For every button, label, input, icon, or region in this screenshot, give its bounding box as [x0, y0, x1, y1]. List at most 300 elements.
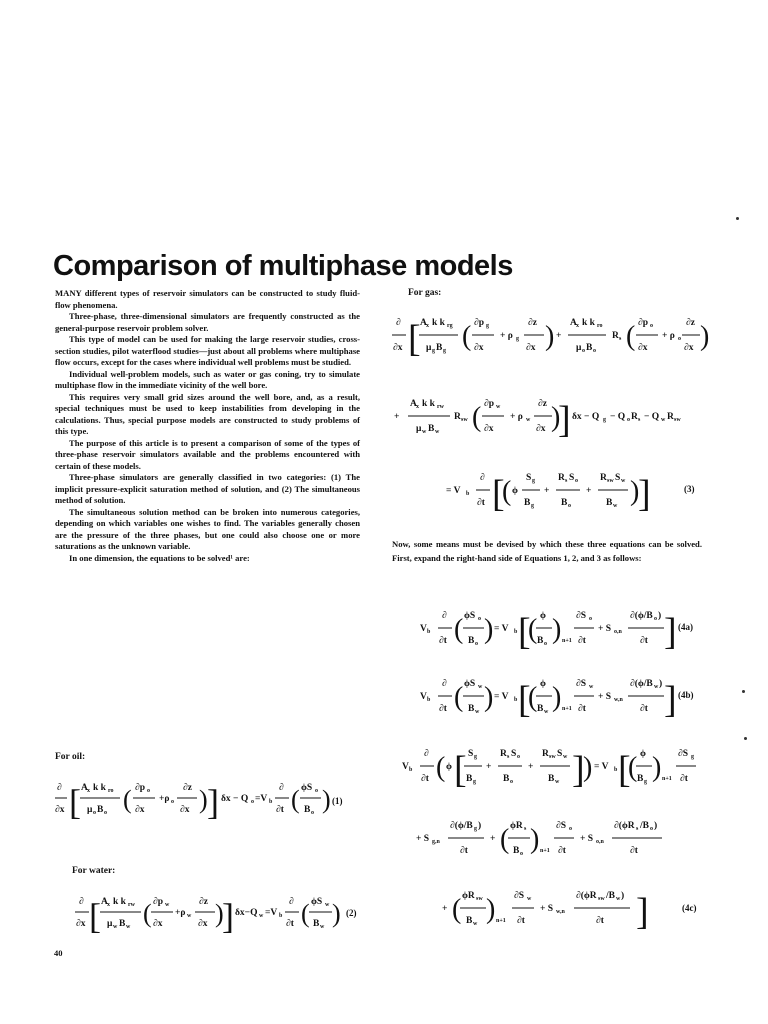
svg-text:∂p: ∂p [638, 318, 648, 328]
svg-text:k k: k k [432, 318, 445, 328]
svg-text:+ S: + S [416, 834, 430, 844]
svg-text:o: o [654, 616, 657, 622]
svg-text:b: b [427, 629, 431, 635]
svg-text:): ) [551, 402, 561, 433]
svg-text:ϕ: ϕ [640, 749, 646, 759]
svg-text:o,n: o,n [614, 629, 622, 635]
svg-text:/B: /B [640, 821, 649, 831]
svg-text:ϕ: ϕ [512, 486, 518, 496]
svg-text:s: s [524, 826, 527, 832]
svg-text:μ: μ [576, 343, 582, 353]
svg-text:∂: ∂ [279, 783, 284, 793]
svg-text:∂t: ∂t [578, 704, 586, 714]
svg-text:R: R [542, 749, 549, 759]
svg-text:o: o [582, 348, 585, 354]
svg-text:∂t: ∂t [421, 774, 429, 784]
equation-4c-line-2 [414, 810, 714, 864]
svg-text:(: ( [454, 614, 464, 645]
svg-text:∂t: ∂t [517, 916, 525, 926]
svg-text:∂t: ∂t [439, 704, 447, 714]
svg-text:∂p: ∂p [484, 399, 494, 409]
svg-text:= V: = V [494, 624, 509, 634]
svg-text:B: B [468, 704, 475, 714]
svg-text:ϕ: ϕ [540, 679, 546, 689]
svg-text:A: A [81, 783, 88, 793]
svg-text:B: B [313, 919, 320, 929]
svg-text:R: R [612, 331, 619, 341]
svg-text:o: o [311, 810, 314, 816]
svg-text:[: [ [492, 473, 505, 515]
svg-text:∂x: ∂x [474, 343, 484, 353]
svg-text:+ρ: +ρ [175, 908, 186, 918]
svg-text:b: b [466, 491, 470, 497]
svg-text:ϕR: ϕR [462, 891, 475, 901]
svg-text:V: V [402, 762, 409, 772]
svg-text:B: B [468, 636, 475, 646]
svg-text:s: s [636, 826, 639, 832]
svg-text:w: w [422, 429, 427, 435]
svg-text:∂: ∂ [289, 897, 294, 907]
svg-text:): ) [332, 899, 341, 928]
svg-text:x: x [416, 404, 419, 410]
svg-text:): ) [322, 785, 331, 814]
svg-text:ϕ: ϕ [540, 611, 546, 621]
svg-text:w: w [527, 896, 532, 902]
svg-text:w: w [589, 684, 594, 690]
svg-text:o: o [568, 503, 571, 509]
svg-text:S: S [511, 749, 517, 759]
svg-text:∂p: ∂p [135, 783, 145, 793]
svg-text:∂x: ∂x [55, 805, 65, 815]
svg-text:∂S: ∂S [576, 611, 586, 621]
svg-text:∂: ∂ [396, 318, 401, 328]
svg-text:rw: rw [128, 902, 135, 908]
paragraph: Three-phase, three-dimensional simulators are frequently constructed as the general-purpose reservoir problem solver. [55, 311, 360, 333]
svg-text:): ) [552, 682, 562, 713]
svg-text:w: w [496, 404, 501, 410]
svg-text:(: ( [502, 476, 512, 507]
svg-text:w: w [475, 709, 480, 715]
svg-text:+ ρ: + ρ [500, 331, 513, 341]
svg-text:∂t: ∂t [276, 805, 284, 815]
svg-text:+ S: + S [598, 624, 612, 634]
svg-text:k k: k k [113, 897, 126, 907]
svg-text:A: A [410, 399, 417, 409]
svg-text:ϕS: ϕS [464, 679, 476, 689]
svg-text:o: o [104, 810, 107, 816]
svg-text:): ) [484, 614, 494, 645]
svg-text:∂S: ∂S [678, 749, 688, 759]
svg-text:sw: sw [607, 478, 614, 484]
svg-text:∂: ∂ [79, 897, 84, 907]
svg-text:]: ] [664, 679, 677, 721]
svg-text:ϕ: ϕ [446, 762, 452, 772]
svg-text:o: o [593, 348, 596, 354]
svg-text:∂: ∂ [57, 783, 62, 793]
svg-text:]: ] [222, 896, 234, 936]
svg-text:w: w [165, 902, 170, 908]
equation-3-line-3 [442, 462, 672, 516]
svg-text:ϕR: ϕR [510, 821, 523, 831]
equation-2 [55, 884, 365, 940]
svg-text:o: o [589, 616, 592, 622]
svg-text:B: B [466, 774, 473, 784]
svg-text:ϕS: ϕS [464, 611, 476, 621]
svg-text:sw: sw [674, 417, 681, 423]
svg-text:rw: rw [437, 404, 444, 410]
svg-text:(: ( [628, 752, 638, 783]
svg-text:b: b [279, 913, 283, 919]
svg-text:∂x: ∂x [76, 919, 86, 929]
svg-text:μ: μ [107, 919, 113, 929]
svg-text:g: g [473, 779, 476, 785]
svg-text:(: ( [500, 824, 510, 855]
svg-text:∂t: ∂t [477, 498, 485, 508]
svg-text:R: R [454, 412, 461, 422]
for-water-label: For water: [72, 866, 116, 876]
svg-text:(: ( [528, 682, 538, 713]
svg-text:k k: k k [93, 783, 106, 793]
paragraph: This requires very small grid sizes around the well bore, and, as a result, special techniques must be used to keep instabilities from developing in the calculations. Thus, special purpose models are constructed to study problems of this type. [55, 391, 360, 436]
svg-text:B: B [548, 774, 555, 784]
svg-text:b: b [614, 767, 618, 773]
svg-text:B: B [466, 916, 473, 926]
svg-text:∂x: ∂x [684, 343, 694, 353]
svg-text:): ) [199, 785, 208, 814]
svg-text:∂S: ∂S [556, 821, 566, 831]
svg-text:w,n: w,n [556, 909, 565, 915]
svg-text:b: b [269, 799, 273, 805]
svg-text:+ S: + S [580, 834, 594, 844]
svg-text:ϕS: ϕS [311, 897, 323, 907]
svg-text:o: o [510, 779, 513, 785]
svg-text:w: w [555, 779, 560, 785]
svg-text:∂t: ∂t [680, 774, 688, 784]
svg-text:∂x: ∂x [638, 343, 648, 353]
article-title: Comparison of multiphase models [53, 250, 513, 282]
svg-text:∂S: ∂S [514, 891, 524, 901]
svg-text:]: ] [558, 399, 571, 441]
paragraph: This type of model can be used for making the large reservoir studies, cross-section studies, pilot waterflood studies—just about all problems where multiphase flow occurs, except for the cases where individual well problems must be studied. [55, 334, 360, 367]
svg-text:ϕS: ϕS [301, 783, 313, 793]
equation-1 [55, 770, 365, 826]
svg-text:+: + [490, 834, 496, 844]
svg-text:g: g [474, 754, 477, 760]
svg-text:∂t: ∂t [640, 636, 648, 646]
svg-text:): ) [545, 321, 555, 352]
paragraph: MANY different types of reservoir simulators can be constructed to study fluid-flow phenomena. [55, 288, 360, 310]
svg-text:B: B [537, 636, 544, 646]
svg-text:∂t: ∂t [286, 919, 294, 929]
svg-text:): ) [700, 321, 710, 352]
svg-text:∂: ∂ [442, 679, 447, 689]
svg-text:R: R [631, 412, 638, 422]
svg-text:s: s [565, 478, 568, 484]
svg-text:+: + [544, 486, 550, 496]
svg-text:n+1: n+1 [540, 848, 550, 854]
svg-text:V: V [420, 692, 427, 702]
svg-text:[: [ [69, 782, 81, 822]
svg-text:w: w [661, 417, 666, 423]
svg-text:sw: sw [549, 754, 556, 760]
left-column-text [55, 288, 360, 564]
svg-text:∂x: ∂x [135, 805, 145, 815]
svg-text:∂(ϕ/B: ∂(ϕ/B [450, 821, 473, 831]
svg-text:∂z: ∂z [686, 318, 695, 328]
svg-text:∂x: ∂x [484, 424, 494, 434]
svg-text:μ: μ [87, 805, 93, 815]
svg-text:∂t: ∂t [460, 846, 468, 856]
svg-text:+ ρ: + ρ [662, 331, 675, 341]
svg-text:B: B [637, 774, 644, 784]
svg-text:o: o [569, 826, 572, 832]
svg-text:w: w [113, 924, 118, 930]
svg-text:+: + [556, 331, 562, 341]
svg-text:o: o [147, 788, 150, 794]
svg-text:o: o [627, 417, 630, 423]
svg-text:k k: k k [422, 399, 435, 409]
svg-text:o: o [544, 641, 547, 647]
svg-text:V: V [420, 624, 427, 634]
svg-text:+: + [442, 904, 448, 914]
expansion-paragraph: Now, some means must be devised by which these three equations can be solved. First, expand the right-hand side of Equations 1, 2, and 3 as follows: [392, 539, 702, 563]
paragraph: The simultaneous solution method can be broken into numerous categories, depending on which variables one wishes to find. The variables generally chosen are the pressure of the three phases, but one could also choose one or more saturations as the unknown variable. [55, 506, 360, 551]
for-gas-label: For gas: [408, 288, 442, 298]
svg-text:B: B [304, 805, 311, 815]
svg-text:A: A [101, 897, 108, 907]
svg-text:n+1: n+1 [496, 918, 506, 924]
svg-text:sw: sw [598, 896, 605, 902]
equation-tag: (4b) [678, 690, 694, 700]
page-number: 40 [54, 948, 63, 958]
svg-text:o: o [520, 851, 523, 857]
svg-text:]: ] [664, 611, 677, 653]
svg-text:ro: ro [108, 788, 114, 794]
svg-text:b: b [427, 697, 431, 703]
for-oil-label: For oil: [55, 752, 86, 762]
svg-text:o: o [171, 799, 174, 805]
svg-text:B: B [537, 704, 544, 714]
svg-text:): ) [659, 679, 663, 689]
svg-text:]: ] [636, 891, 649, 933]
equation-4a [418, 600, 678, 656]
svg-text:w: w [621, 478, 626, 484]
svg-text:+: + [586, 486, 592, 496]
svg-text:x: x [107, 902, 110, 908]
svg-text:∂z: ∂z [528, 318, 537, 328]
svg-text:∂x: ∂x [198, 919, 208, 929]
svg-text:/B: /B [606, 891, 615, 901]
svg-text:∂: ∂ [480, 473, 485, 483]
svg-text:B: B [513, 846, 520, 856]
svg-text:g: g [443, 348, 446, 354]
scan-speck [742, 690, 745, 693]
svg-text:μ: μ [426, 343, 432, 353]
svg-text:w,n: w,n [614, 697, 623, 703]
svg-text:w: w [613, 503, 618, 509]
svg-text:): ) [486, 894, 496, 925]
svg-text:g: g [486, 323, 489, 329]
svg-text:]: ] [572, 749, 585, 791]
svg-text:b: b [514, 629, 518, 635]
svg-text:b: b [409, 767, 413, 773]
svg-text:n+1: n+1 [662, 776, 672, 782]
svg-text:B: B [606, 498, 613, 508]
svg-text:w: w [126, 924, 131, 930]
svg-text:): ) [621, 891, 625, 901]
svg-text:[: [ [408, 318, 421, 360]
svg-text:R: R [500, 749, 507, 759]
equation-4b [418, 668, 678, 724]
svg-text:o: o [650, 826, 653, 832]
svg-text:+ S: + S [598, 692, 612, 702]
svg-text:∂t: ∂t [596, 916, 604, 926]
svg-text:[: [ [518, 679, 531, 721]
svg-text:[: [ [618, 749, 631, 791]
svg-text:x: x [426, 323, 429, 329]
svg-text:w: w [654, 684, 659, 690]
equation-4c-line-1 [400, 738, 720, 794]
svg-text:): ) [215, 899, 224, 928]
svg-text:∂p: ∂p [474, 318, 484, 328]
equation-tag: (4c) [682, 903, 697, 913]
svg-text:− Q: − Q [644, 412, 660, 422]
svg-text:=V: =V [255, 794, 268, 804]
svg-text:g: g [531, 503, 534, 509]
svg-text:g: g [644, 779, 647, 785]
svg-text:): ) [583, 752, 593, 783]
svg-text:w: w [320, 924, 325, 930]
svg-text:g: g [532, 478, 535, 484]
svg-text:o: o [517, 754, 520, 760]
svg-text:): ) [478, 821, 482, 831]
svg-text:= V: = V [494, 692, 509, 702]
svg-text:(: ( [123, 785, 132, 814]
svg-text:+: + [486, 762, 492, 772]
equation-tag: (3) [684, 484, 695, 494]
svg-text:(: ( [436, 752, 446, 783]
svg-text:∂(ϕR: ∂(ϕR [576, 891, 597, 901]
svg-text:w: w [526, 417, 531, 423]
svg-text:w: w [544, 709, 549, 715]
equation-3-line-2 [392, 388, 712, 444]
svg-text:g: g [432, 348, 435, 354]
svg-text:B: B [428, 424, 435, 434]
svg-text:S: S [569, 473, 575, 483]
equation-tag: (4a) [678, 622, 693, 632]
scan-speck [736, 217, 739, 220]
svg-text:]: ] [207, 782, 219, 822]
svg-text:w: w [478, 684, 483, 690]
svg-text:o: o [251, 799, 254, 805]
svg-text:n+1: n+1 [562, 706, 572, 712]
svg-text:δx − Q: δx − Q [221, 794, 249, 804]
svg-text:(: ( [454, 682, 464, 713]
svg-text:(: ( [291, 785, 300, 814]
svg-text:): ) [654, 821, 658, 831]
svg-text:∂: ∂ [442, 611, 447, 621]
svg-text:b: b [514, 697, 518, 703]
svg-text:∂S: ∂S [576, 679, 586, 689]
svg-text:∂t: ∂t [630, 846, 638, 856]
svg-text:x: x [576, 323, 579, 329]
svg-text:): ) [484, 682, 494, 713]
svg-text:(: ( [452, 894, 462, 925]
svg-text:o: o [93, 810, 96, 816]
svg-text:B: B [97, 805, 104, 815]
svg-text:∂t: ∂t [558, 846, 566, 856]
svg-text:= V: = V [594, 762, 609, 772]
svg-text:+: + [394, 412, 400, 422]
svg-text:[: [ [454, 749, 467, 791]
svg-text:w: w [259, 913, 264, 919]
svg-text:∂(ϕ/B: ∂(ϕ/B [630, 611, 653, 621]
svg-text:R: R [600, 473, 607, 483]
paragraph: In one dimension, the equations to be solved¹ are: [69, 552, 250, 563]
svg-text:B: B [503, 774, 510, 784]
svg-text:w: w [187, 913, 192, 919]
svg-text:o: o [575, 478, 578, 484]
svg-text:+: + [528, 762, 534, 772]
svg-text:): ) [552, 614, 562, 645]
svg-text:∂z: ∂z [183, 783, 192, 793]
svg-text:s: s [619, 336, 622, 342]
svg-text:(: ( [301, 899, 310, 928]
svg-text:+ S: + S [540, 904, 554, 914]
svg-text:∂x: ∂x [393, 343, 403, 353]
svg-text:∂x: ∂x [526, 343, 536, 353]
svg-text:∂z: ∂z [538, 399, 547, 409]
svg-text:o: o [650, 323, 653, 329]
svg-text:=V: =V [265, 908, 278, 918]
svg-text:S: S [526, 473, 532, 483]
paragraph: Individual well-problem models, such as water or gas coning, try to simulate multiphase flow in the immediate vicinity of the well bore. [55, 368, 360, 390]
svg-text:ro: ro [597, 323, 603, 329]
svg-text:A: A [420, 318, 427, 328]
svg-text:S: S [615, 473, 621, 483]
svg-text:∂t: ∂t [578, 636, 586, 646]
svg-text:− Q: − Q [610, 412, 626, 422]
svg-text:(: ( [472, 402, 482, 433]
svg-text:sw: sw [461, 417, 468, 423]
svg-text:A: A [570, 318, 577, 328]
svg-text:[: [ [518, 611, 531, 653]
svg-text:x: x [87, 788, 90, 794]
svg-text:w: w [435, 429, 440, 435]
svg-text:w: w [616, 896, 621, 902]
svg-text:∂x: ∂x [536, 424, 546, 434]
svg-text:∂x: ∂x [153, 919, 163, 929]
svg-text:R: R [558, 473, 565, 483]
svg-text:w: w [563, 754, 568, 760]
equation-4c-line-3 [440, 880, 680, 936]
svg-text:o: o [678, 336, 681, 342]
svg-text:+ρ: +ρ [159, 794, 170, 804]
svg-text:S: S [468, 749, 474, 759]
svg-text:∂z: ∂z [199, 897, 208, 907]
svg-text:o,n: o,n [596, 839, 604, 845]
svg-text:(: ( [462, 321, 472, 352]
svg-text:B: B [586, 343, 593, 353]
svg-text:): ) [530, 824, 540, 855]
paragraph: Three-phase simulators are generally classified in two categories: (1) The implicit pressure-explicit saturation method of solution, and (2) The simultaneous method of solution. [55, 472, 360, 505]
svg-text:n+1: n+1 [562, 638, 572, 644]
svg-text:∂: ∂ [424, 749, 429, 759]
svg-text:): ) [658, 611, 662, 621]
svg-text:sw: sw [476, 896, 483, 902]
svg-text:B: B [436, 343, 443, 353]
svg-text:∂p: ∂p [153, 897, 163, 907]
